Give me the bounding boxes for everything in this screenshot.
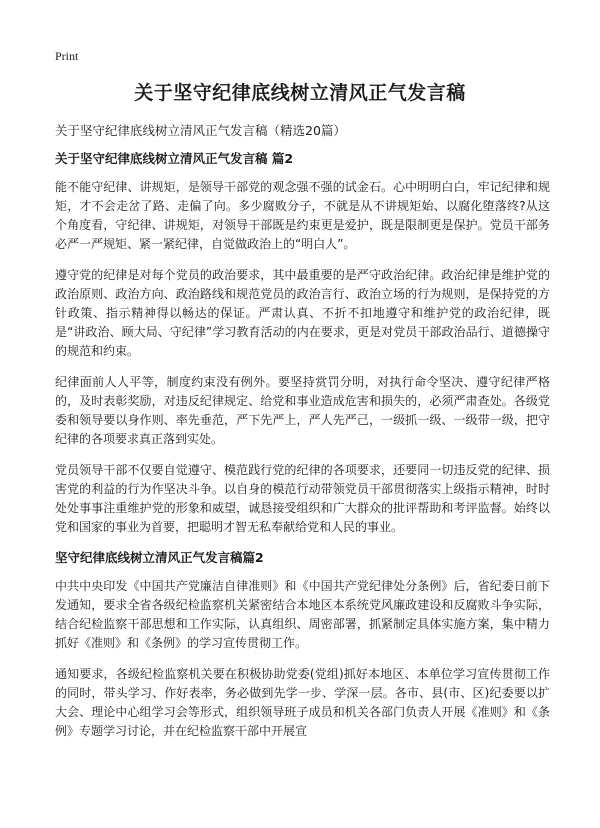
- paragraph: 中共中央印发《中国共产党廉洁自律准则》和《中国共产党纪律处分条例》后，省纪委日前下发通知，要求全省各级纪检监察机关紧密结合本地区本系统党风廉政建设和反腐败斗争实际，结合纪检监察干部思想和工作实际，认真组织、周密部署，抓紧制定具体实施方案，集中精力抓好《准则》和《条例》的学习宣传贯彻工作。: [55, 579, 550, 650]
- page-subtitle: 关于坚守纪律底线树立清风正气发言稿（精选20篇）: [55, 123, 346, 138]
- section-heading: 关于坚守纪律底线树立清风正气发言稿 篇2: [55, 151, 294, 166]
- paragraph: 遵守党的纪律是对每个党员的政治要求，其中最重要的是严守政治纪律。政治纪律是维护党的政治原则、政治方向、政治路线和规范党员的政治言行、政治立场的行为规则，是保持党的方针政策、指示精神得以畅达的保证。严肃认真、不折不扣地遵守和维护党的政治纪律，既是“讲政治、顾大局、守纪律”学习教育活动的内在要求，更是对党员干部政治品行、道德操守的规范和约束。: [55, 268, 550, 358]
- document-body: [55, 150, 550, 753]
- page-title: 关于坚守纪律底线树立清风正气发言稿: [134, 82, 466, 104]
- paragraph: 纪律面前人人平等，制度约束没有例外。要坚持赏罚分明，对执行命令坚决、遵守纪律严格的，及时表彰奖励，对违反纪律规定、给党和事业造成危害和损失的，必须严肃查处。各级党委和领导要以身作则、率先垂范，严下先严上，严人先严己，一级抓一级、一级带一级，把守纪律的各项要求真正落到实处。: [55, 375, 550, 446]
- paragraph: 党员领导干部不仅要自觉遵守、模范践行党的纪律的各项要求，还要同一切违反党的纪律、损害党的利益的行为作坚决斗争。以自身的模范行动带领党员干部贯彻落实上级指示精神，时时处处事事注重维护党的形象和威望，诚恳接受组织和广大群众的批评帮助和考评监督。始终以党和国家的事业为首要，把聪明才智无私奉献给党和人民的事业。: [55, 463, 550, 534]
- section-heading: 坚守纪律底线树立清风正气发言稿篇2: [55, 550, 264, 565]
- section-1: [55, 150, 550, 537]
- print-link[interactable]: Print: [55, 49, 79, 63]
- section-2: [55, 549, 550, 741]
- paragraph: 能不能守纪律、讲规矩，是领导干部党的观念强不强的试金石。心中明明白白，牢记纪律和规矩，才不会走岔了路、走偏了向。多少腐败分子，不就是从不讲规矩始、以腐化堕落终?从这个角度看，守纪律、讲规矩，对领导干部既是约束更是爱护，既是限制更是保护。党员干部务必严一严规矩、紧一紧纪律，自觉做政治上的“明白人”。: [55, 180, 550, 251]
- paragraph: 通知要求，各级纪检监察机关要在积极协助党委(党组)抓好本地区、本单位学习宣传贯彻工作的同时，带头学习、作好表率，务必做到先学一步、学深一层。各市、县(市、区)纪委要以扩大会、理论中心组学习会等形式，组织领导班子成员和机关各部门负责人开展《准则》和《条例》专题学习讨论，并在纪检监察干部中开展宣: [55, 667, 550, 738]
